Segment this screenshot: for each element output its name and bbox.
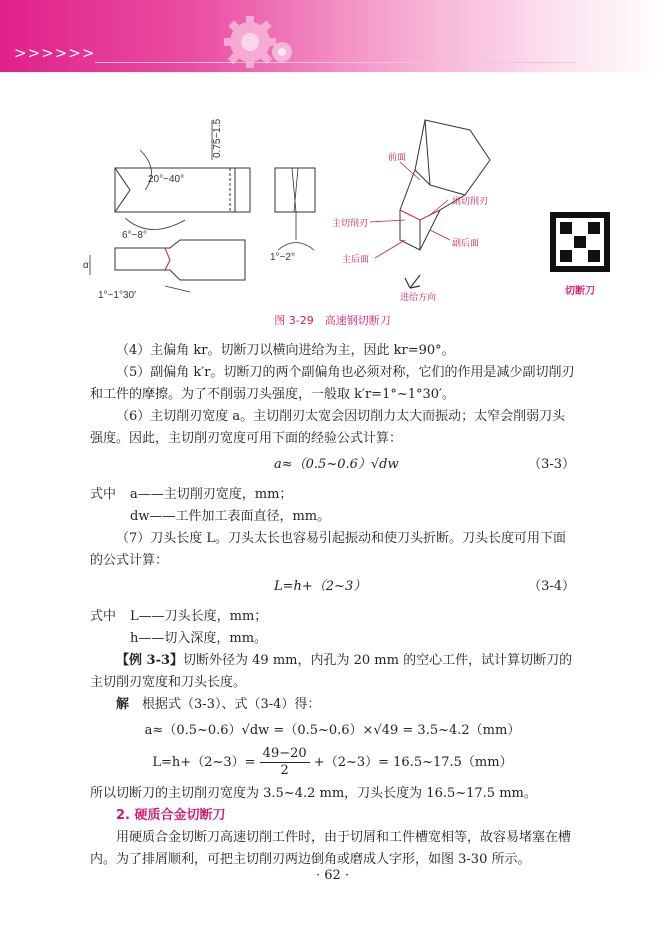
- chevron-decoration: >>>>>>: [14, 44, 96, 62]
- para-main-rake-angle: （4）主偏角 kr。切断刀以横向进给为主，因此 kr=90°。: [116, 343, 455, 358]
- figure-caption: 图 3-29 高速钢切断刀: [274, 314, 391, 327]
- definition-a: 式中 a——主切削刃宽度，mm；: [90, 484, 575, 506]
- angle-label-alpha: α: [83, 260, 89, 271]
- definition-h: h——切入深度，mm。: [130, 631, 268, 646]
- label-main-flank: 主后面: [342, 254, 370, 264]
- cutoff-tool-drawing: [70, 100, 540, 305]
- label-feed-direction: 进给方向: [400, 292, 437, 302]
- fraction: $\frac{49-20}{2}$: [260, 746, 310, 779]
- para-carbide: 用硬质合金切断刀高速切削工件时，由于切屑和工件槽宽相等，故容易堵塞在槽内。为了排屑顺利，可把主切削刃两边倒角或磨成人字形，如图 3-30 所示。: [90, 830, 572, 867]
- solution-eq-L: L=h+（2~3）= $\frac{49-20}{2}$ +（2~3）= 16.5~17.5（mm）: [152, 746, 513, 778]
- page-number: · 62 ·: [315, 868, 350, 883]
- label-minor-flank: 副后面: [452, 238, 480, 248]
- angle-label-20-40: 20°~40°: [148, 174, 185, 185]
- qr-label: 切断刀: [565, 286, 595, 297]
- formula-number: （3-4）: [528, 579, 575, 594]
- section-heading-carbide: 2. 硬质合金切断刀: [116, 808, 226, 823]
- page-header-banner: [0, 0, 665, 72]
- solution: 解 根据式（3-3）、式（3-4）得：: [116, 697, 321, 712]
- definition-dw: dw——工件加工表面直径，mm。: [130, 509, 331, 524]
- header-rule: [95, 62, 575, 63]
- para-minor-rake-angle: （5）副偏角 k′r。切断刀的两个副偏角也必须对称，它们的作用是减少副切削刃和工件的摩擦。为了不削弱刀头强度，一般取 k′r=1°~1°30′。: [90, 365, 575, 402]
- definition-L: 式中 L——刀头长度，mm；: [90, 606, 575, 628]
- solution-tag: 解: [116, 697, 130, 712]
- label-rake-face: 前面: [388, 152, 407, 162]
- para-edge-width: （6）主切削刃宽度 a。主切削刃太宽会因切削力太大而振动；太窄会削弱刀头强度。因此，主切削刃宽度可用下面的经验公式计算：: [90, 409, 566, 446]
- body-text: [90, 340, 575, 871]
- label-minor-cutting-edge: 副切削刃: [452, 196, 489, 206]
- angle-label-1-2: 1°~2°: [270, 252, 295, 263]
- formula-3-4: [90, 576, 575, 602]
- formula-number: （3-3）: [528, 457, 575, 472]
- dim-label-0.75-1.5: 0.75~1.5: [212, 118, 223, 158]
- qr-code-icon: [550, 212, 610, 272]
- formula-3-3: [90, 454, 575, 480]
- formula-expr: L=h+（2~3）: [274, 579, 367, 594]
- solution-eq-a: a≈（0.5~0.6）√dw =（0.5~0.6）×√49 = 3.5~4.2（mm）: [144, 723, 521, 738]
- definition-tag: 式中: [90, 487, 117, 502]
- example-3-3: 【例 3-3】切断外径为 49 mm，内孔为 20 mm 的空心工件，试计算切断刀的主切削刃宽度和刀头长度。: [90, 653, 573, 690]
- para-head-length: （7）刀头长度 L。刀头太长也容易引起振动和使刀头折断。刀头长度可用下面的公式计算：: [90, 531, 567, 568]
- formula-expr: a≈（0.5~0.6）√dw: [274, 457, 399, 472]
- label-main-cutting-edge: 主切削刃: [332, 218, 369, 228]
- angle-label-1-1-30: 1°~1°30′: [98, 290, 136, 301]
- angle-label-6-8: 6°~8°: [122, 230, 147, 241]
- para-conclusion: 所以切断刀的主切削刃宽度为 3.5~4.2 mm，刀头长度为 16.5~17.5 mm。: [90, 786, 537, 801]
- definition-tag: 式中: [90, 609, 117, 624]
- figure-3-29: [70, 100, 615, 305]
- example-tag: 【例 3-3】: [116, 653, 184, 668]
